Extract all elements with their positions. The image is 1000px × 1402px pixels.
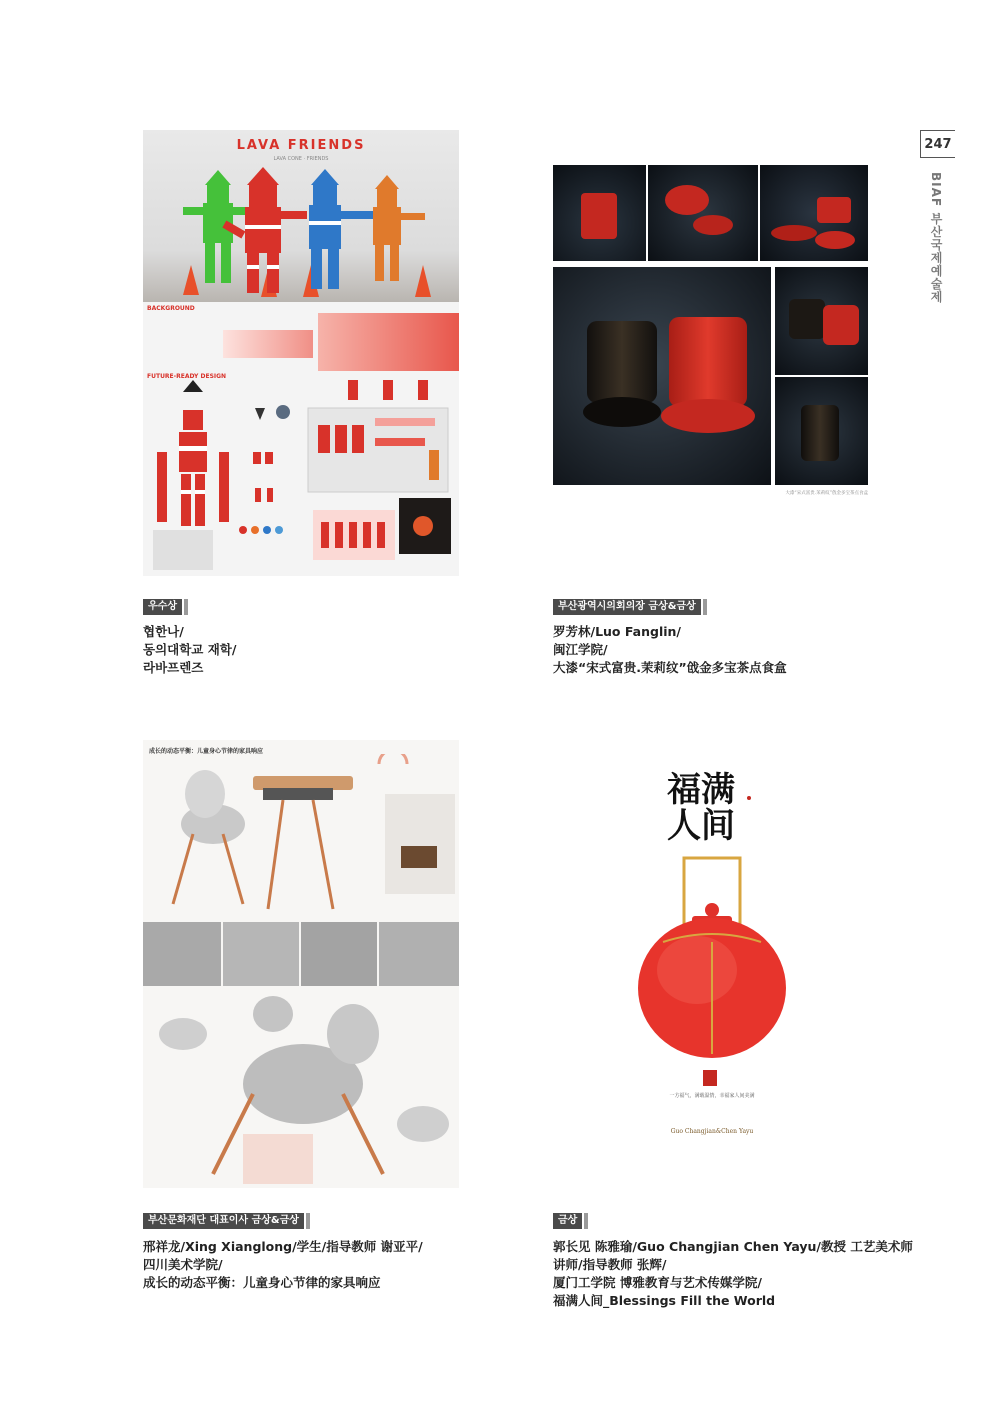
- award-badge: [143, 1213, 310, 1229]
- caption-line: 闽江学院/: [553, 642, 608, 657]
- caption-line: 福满人间_Blessings Fill the World: [553, 1293, 776, 1308]
- entry-caption: [143, 623, 236, 677]
- poster-credit: Guo Changjian&Chen Yayu: [670, 1128, 754, 1135]
- poster-label-background: BACKGROUND: [147, 305, 195, 312]
- poster-title: LAVA FRIENDS: [236, 138, 366, 153]
- caption-line: 四川美术学院/: [143, 1257, 223, 1272]
- caption-line: 라바프렌즈: [143, 660, 204, 675]
- robot-figures: [143, 165, 459, 305]
- entry-caption: [143, 1238, 423, 1292]
- award-badge: [553, 1213, 588, 1229]
- furniture-drawings: [143, 754, 459, 1188]
- poster-subtitle: LAVA CONE · FRIENDS: [273, 156, 329, 162]
- entry-caption: [553, 1238, 913, 1310]
- artwork-dynamic-balance: [143, 740, 459, 1188]
- caption-line: 邢祥龙/Xing Xianglong/学生/指导教师 谢亚平/: [143, 1239, 423, 1254]
- award-badge: [553, 599, 707, 615]
- award-label: 우수상: [143, 599, 182, 615]
- award-label: 부산광역시의회의장 금상&금상: [553, 599, 701, 615]
- photo-caption: 大漆“宋式富贵.茉莉纹”戗金多宝茶点食盒: [785, 491, 868, 496]
- award-badge: [143, 599, 188, 615]
- poster-diagrams: [143, 380, 459, 576]
- caption-line: 罗芳林/Luo Fanglin/: [553, 624, 681, 639]
- page-number: 247: [920, 130, 955, 158]
- poster-label-future: FUTURE-READY DESIGN: [147, 373, 227, 380]
- side-label: BIAF 부산국제예술제: [929, 172, 943, 304]
- caption-line: 成长的动态平衡：儿童身心节律的家具响应: [143, 1275, 381, 1290]
- artwork-lacquer-boxes: [553, 165, 868, 485]
- poster-title: 成长的动态平衡：儿童身心节律的家具响应: [149, 748, 264, 755]
- caption-line: 讲师/指导教师 张辉/: [553, 1257, 667, 1272]
- entry-caption: [553, 623, 787, 677]
- award-label: 금상: [553, 1213, 582, 1229]
- caption-line: 동의대학교 재학/: [143, 642, 237, 657]
- caption-line: 大漆“宋式富贵.茉莉纹”戗金多宝茶点食盒: [553, 660, 787, 675]
- poster-tagline: 一方福气，满载温情，幸福家人间美满: [669, 1093, 755, 1099]
- poster-title: 福满人间: [667, 770, 735, 846]
- award-label: 부산문화재단 대표이사 금상&금상: [143, 1213, 304, 1229]
- artwork-lava-friends: [143, 130, 459, 576]
- caption-line: 협한나/: [143, 624, 184, 639]
- artwork-blessings: [637, 770, 787, 1150]
- caption-line: 厦门工学院 博雅教育与艺术传媒学院/: [553, 1275, 762, 1290]
- caption-line: 郭长见 陈雅瑜/Guo Changjian Chen Yayu/教授 工艺美术师: [553, 1239, 913, 1254]
